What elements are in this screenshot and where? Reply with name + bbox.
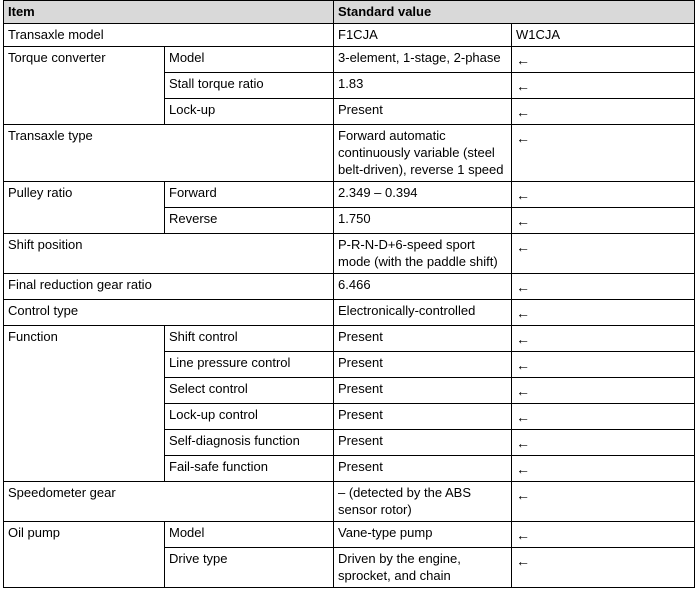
sub-label: Lock-up control — [165, 404, 334, 430]
table-row — [4, 326, 695, 352]
same-as-arrow: ← — [516, 239, 531, 255]
sub-label: Stall torque ratio — [165, 73, 334, 99]
value-cell: Electronically-controlled — [334, 300, 512, 326]
value-cell: Vane-type pump — [334, 522, 512, 548]
row-label: Shift position — [4, 234, 334, 274]
same-as-arrow: ← — [516, 461, 531, 477]
table-row — [4, 522, 695, 548]
row-label: Pulley ratio — [4, 182, 165, 234]
same-as-arrow: ← — [516, 409, 531, 425]
value-cell: 6.466 — [334, 274, 512, 300]
same-as-arrow: ← — [516, 187, 531, 203]
value-w1cja: W1CJA — [512, 24, 695, 47]
sub-label: Fail-safe function — [165, 456, 334, 482]
table-row — [4, 274, 695, 300]
table-row — [4, 482, 695, 522]
value-cell: Present — [334, 430, 512, 456]
value-cell: – (detected by the ABS sensor rotor) — [334, 482, 512, 522]
value-cell: Present — [334, 326, 512, 352]
sub-label: Lock-up — [165, 99, 334, 125]
sub-label: Forward — [165, 182, 334, 208]
value-cell: 2.349 – 0.394 — [334, 182, 512, 208]
value-cell: 1.750 — [334, 208, 512, 234]
same-as-arrow: ← — [516, 130, 531, 146]
sub-label: Shift control — [165, 326, 334, 352]
table-row — [4, 300, 695, 326]
row-label: Oil pump — [4, 522, 165, 588]
row-label: Function — [4, 326, 165, 482]
spec-table-container — [3, 0, 695, 588]
value-cell: Present — [334, 378, 512, 404]
sub-label: Line pressure control — [165, 352, 334, 378]
header-row — [4, 1, 695, 24]
table-row — [4, 125, 695, 182]
same-as-arrow: ← — [516, 487, 531, 503]
table-row — [4, 234, 695, 274]
same-as-arrow: ← — [516, 383, 531, 399]
value-f1cja: F1CJA — [334, 24, 512, 47]
same-as-arrow: ← — [516, 527, 531, 543]
same-as-arrow: ← — [516, 357, 531, 373]
standard-value-table — [3, 0, 695, 588]
same-as-arrow: ← — [516, 52, 531, 68]
table-row — [4, 24, 695, 47]
same-as-arrow: ← — [516, 104, 531, 120]
table-row — [4, 47, 695, 73]
row-label: Final reduction gear ratio — [4, 274, 334, 300]
value-cell: Forward automatic continuously variable (steel belt-driven), reverse 1 speed — [334, 125, 512, 182]
sub-label: Model — [165, 47, 334, 73]
row-label: Speedometer gear — [4, 482, 334, 522]
sub-label: Model — [165, 522, 334, 548]
header-standard-value: Standard value — [334, 1, 695, 24]
value-cell: Present — [334, 404, 512, 430]
same-as-arrow: ← — [516, 331, 531, 347]
header-item: Item — [4, 1, 334, 24]
same-as-arrow: ← — [516, 553, 531, 569]
value-cell: Present — [334, 456, 512, 482]
row-label: Transaxle model — [4, 24, 334, 47]
same-as-arrow: ← — [516, 435, 531, 451]
sub-label: Self-diagnosis function — [165, 430, 334, 456]
value-cell: Driven by the engine, sprocket, and chain — [334, 548, 512, 588]
value-cell: 1.83 — [334, 73, 512, 99]
sub-label: Reverse — [165, 208, 334, 234]
same-as-arrow: ← — [516, 78, 531, 94]
row-label: Transaxle type — [4, 125, 334, 182]
value-cell: 3-element, 1-stage, 2-phase — [334, 47, 512, 73]
row-label: Torque converter — [4, 47, 165, 125]
sub-label: Select control — [165, 378, 334, 404]
value-cell: Present — [334, 99, 512, 125]
same-as-arrow: ← — [516, 279, 531, 295]
sub-label: Drive type — [165, 548, 334, 588]
table-row — [4, 182, 695, 208]
value-cell: P-R-N-D+6-speed sport mode (with the paddle shift) — [334, 234, 512, 274]
row-label: Control type — [4, 300, 334, 326]
same-as-arrow: ← — [516, 305, 531, 321]
value-cell: Present — [334, 352, 512, 378]
same-as-arrow: ← — [516, 213, 531, 229]
